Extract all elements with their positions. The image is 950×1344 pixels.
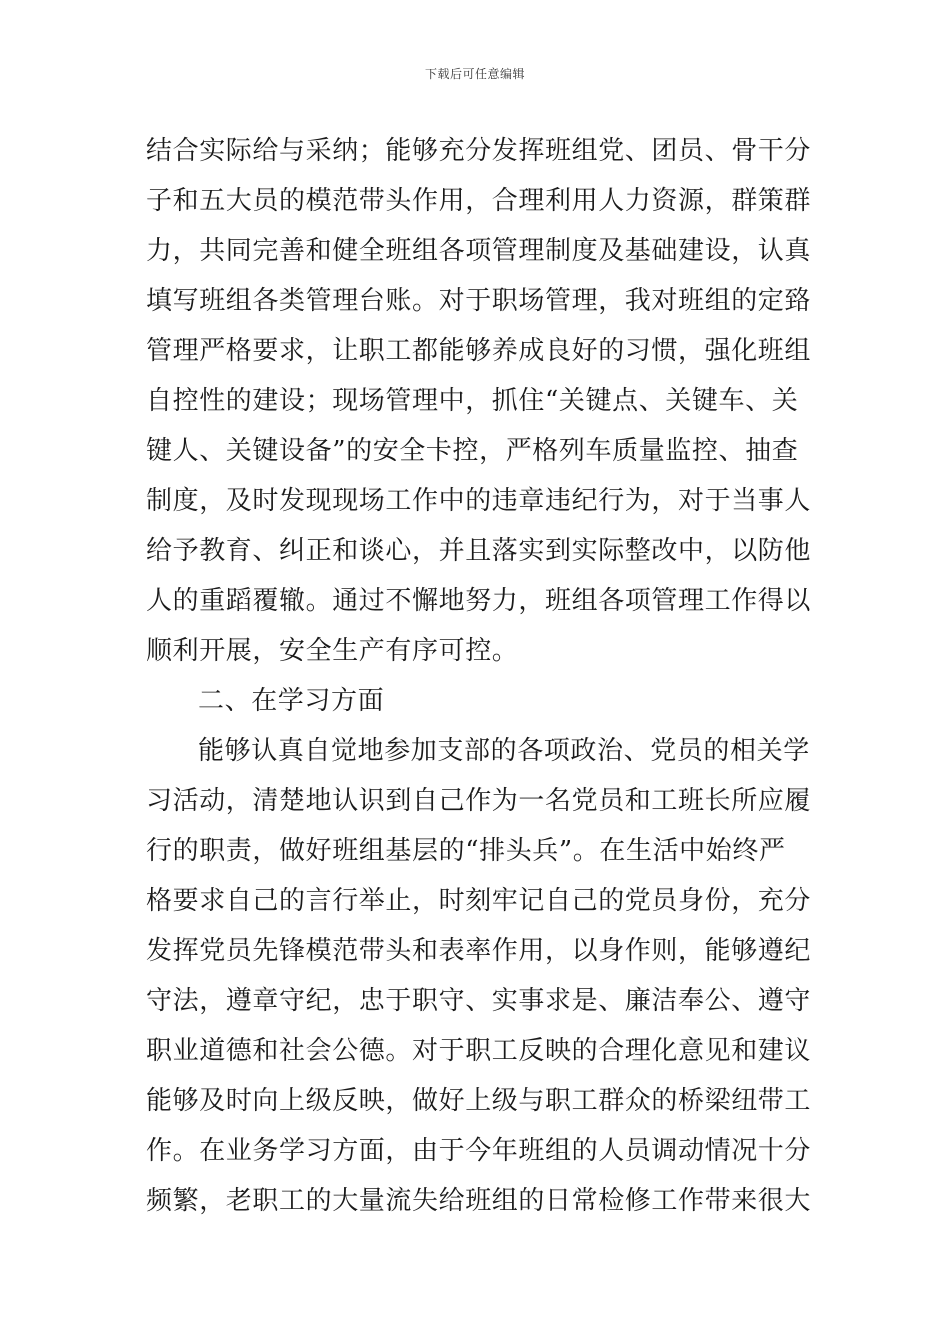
text-line: 填写班组各类管理台账。对于职场管理，我对班组的定臵 xyxy=(146,286,812,316)
section-heading: 二、在学习方面 xyxy=(198,686,385,716)
text-line: 守法，遵章守纪，忠于职守、实事求是、廉洁奉公、遵守 xyxy=(146,986,812,1016)
paragraph-first-line: 能够认真自觉地参加支部的各项政治、党员的相关学 xyxy=(198,736,810,766)
text-line: 格要求自己的言行举止，时刻牢记自己的党员身份，充分 xyxy=(146,886,812,916)
text-line: 自控性的建设；现场管理中，抓住“关键点、关键车、关 xyxy=(146,386,799,416)
text-line: 键人、关键设备”的安全卡控，严格列车质量监控、抽查 xyxy=(146,436,799,466)
text-line: 顺利开展，安全生产有序可控。 xyxy=(146,636,519,666)
text-line: 管理严格要求，让职工都能够养成良好的习惯，强化班组 xyxy=(146,336,812,366)
page-header-note: 下载后可任意编辑 xyxy=(424,67,525,81)
text-line: 习活动，清楚地认识到自己作为一名党员和工班长所应履 xyxy=(146,786,812,816)
text-line: 子和五大员的模范带头作用，合理利用人力资源，群策群 xyxy=(146,186,812,216)
body-text xyxy=(146,126,816,1226)
text-line: 人的重蹈覆辙。通过不懈地努力，班组各项管理工作得以 xyxy=(146,586,812,616)
text-line: 结合实际给与采纳；能够充分发挥班组党、团员、骨干分 xyxy=(146,136,812,166)
text-line: 发挥党员先锋模范带头和表率作用，以身作则，能够遵纪 xyxy=(146,936,812,966)
text-line: 力，共同完善和健全班组各项管理制度及基础建设，认真 xyxy=(146,236,812,266)
text-line: 作。在业务学习方面，由于今年班组的人员调动情况十分 xyxy=(146,1136,812,1166)
text-line: 行的职责，做好班组基层的“排头兵”。在生活中始终严 xyxy=(146,836,786,866)
text-line: 给予教育、纠正和谈心，并且落实到实际整改中，以防他 xyxy=(146,536,812,566)
text-line: 频繁，老职工的大量流失给班组的日常检修工作带来很大 xyxy=(146,1186,812,1216)
text-line: 能够及时向上级反映，做好上级与职工群众的桥梁纽带工 xyxy=(146,1086,812,1116)
text-line: 制度，及时发现现场工作中的违章违纪行为，对于当事人 xyxy=(146,486,812,516)
text-line: 职业道德和社会公德。对于职工反映的合理化意见和建议 xyxy=(146,1036,812,1066)
